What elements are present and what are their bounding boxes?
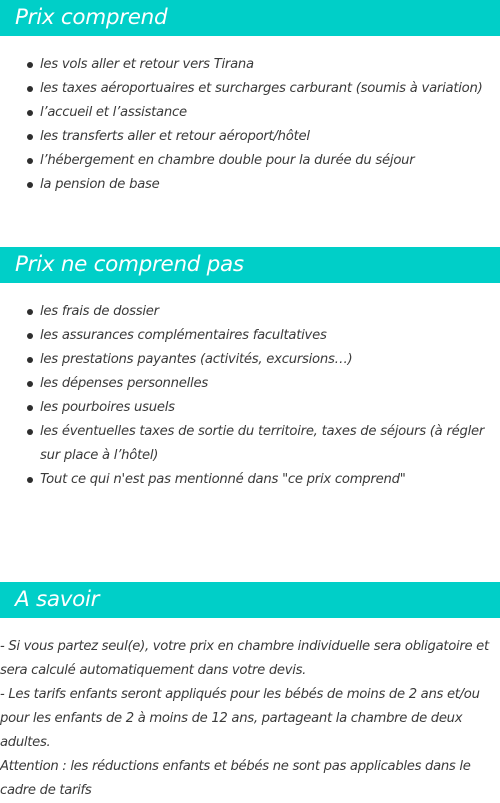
info-paragraph: - Les tarifs enfants seront appliqués pour les bébés de moins de 2 ans et/ou pour les enfants de 2 à moins de 12 ans, partageant la chambre de deux adultes. [0, 687, 480, 750]
list-item: les assurances complémentaires facultatives [0, 324, 500, 348]
list-item: l’hébergement en chambre double pour la durée du séjour [0, 149, 500, 173]
list-item: Tout ce qui n'est pas mentionné dans "ce prix comprend" [0, 468, 500, 492]
list-item: les dépenses personnelles [0, 372, 500, 396]
section-title: Prix comprend [15, 5, 168, 30]
section-header-a-savoir [0, 582, 500, 618]
not-included-list [0, 300, 500, 492]
section-title: Prix ne comprend pas [15, 252, 244, 277]
info-paragraph: - Si vous partez seul(e), votre prix en chambre individuelle sera obligatoire et sera calculé automatiquement dans votre devis. [0, 639, 489, 678]
list-item: les éventuelles taxes de sortie du territoire, taxes de séjours (à régler sur place à l’hôtel) [0, 420, 500, 468]
list-item: les frais de dossier [0, 300, 500, 324]
list-item: les transferts aller et retour aéroport/hôtel [0, 125, 500, 149]
list-item: la pension de base [0, 173, 500, 197]
info-paragraph: Attention : les réductions enfants et bébés ne sont pas applicables dans le cadre de tarifs [0, 759, 471, 798]
list-item: les prestations payantes (activités, excursions…) [0, 348, 500, 372]
list-item: les pourboires usuels [0, 396, 500, 420]
list-item: l’accueil et l’assistance [0, 101, 500, 125]
section-header-prix-ne-comprend-pas [0, 247, 500, 283]
info-block [0, 635, 500, 803]
section-header-prix-comprend [0, 0, 500, 36]
section-title: A savoir [15, 587, 100, 612]
included-list [0, 53, 500, 197]
list-item: les vols aller et retour vers Tirana [0, 53, 500, 77]
list-item: les taxes aéroportuaires et surcharges carburant (soumis à variation) [0, 77, 500, 101]
